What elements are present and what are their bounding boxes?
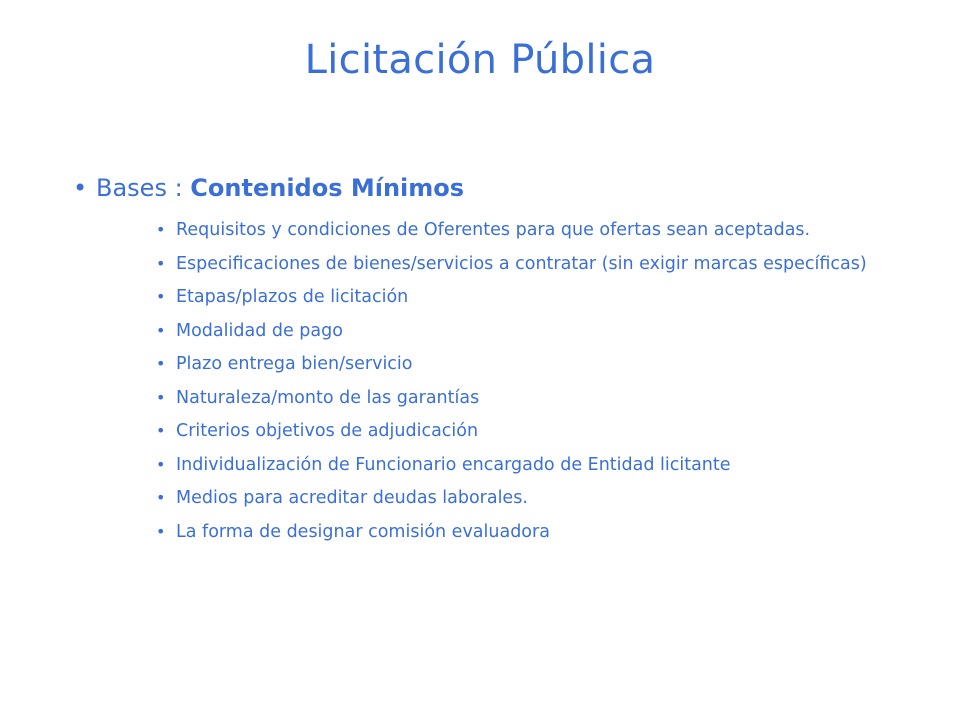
list-item-text: Plazo entrega bien/servicio — [176, 354, 413, 374]
list-item — [150, 252, 910, 276]
bullet-icon: • — [156, 421, 166, 440]
bases-heading — [73, 168, 916, 208]
bullet-icon: • — [156, 287, 166, 306]
bullet-icon: • — [73, 174, 88, 202]
list-item — [150, 520, 910, 544]
bullet-icon: • — [156, 220, 166, 239]
list-item — [150, 352, 910, 376]
list-item-text: Modalidad de pago — [176, 320, 343, 341]
bullet-icon: • — [156, 354, 166, 373]
slide-title: Licitación Pública — [304, 37, 656, 83]
bullet-icon: • — [156, 488, 166, 507]
contenidos-list — [150, 218, 910, 553]
bullet-icon: • — [156, 320, 166, 340]
list-item — [150, 486, 910, 510]
list-item-text: Medios para acreditar deudas laborales. — [176, 488, 528, 508]
bases-label: Bases : — [96, 174, 191, 202]
list-item-text: Criterios objetivos de adjudicación — [176, 421, 479, 441]
list-item — [150, 419, 910, 443]
list-item-text: Requisitos y condiciones de Oferentes para que ofertas sean aceptadas. — [176, 220, 811, 240]
list-item — [150, 285, 910, 309]
list-item — [150, 218, 910, 242]
bullet-icon: • — [156, 253, 166, 273]
contenidos-minimos-label: Contenidos Mínimos — [190, 174, 465, 202]
list-item-text: Especificaciones de bienes/servicios a contratar (sin exigir marcas específicas) — [176, 253, 867, 274]
list-item — [150, 453, 910, 477]
list-item-text: La forma de designar comisión evaluadora — [176, 521, 550, 542]
bullet-icon: • — [156, 521, 166, 541]
list-item — [150, 319, 910, 343]
list-item-text: Naturaleza/monto de las garantías — [176, 387, 480, 408]
bullet-icon: • — [156, 454, 166, 474]
list-item-text: Etapas/plazos de licitación — [176, 287, 409, 307]
bullet-icon: • — [156, 387, 166, 407]
list-item — [150, 386, 910, 410]
list-item-text: Individualización de Funcionario encargado de Entidad licitante — [176, 454, 731, 475]
